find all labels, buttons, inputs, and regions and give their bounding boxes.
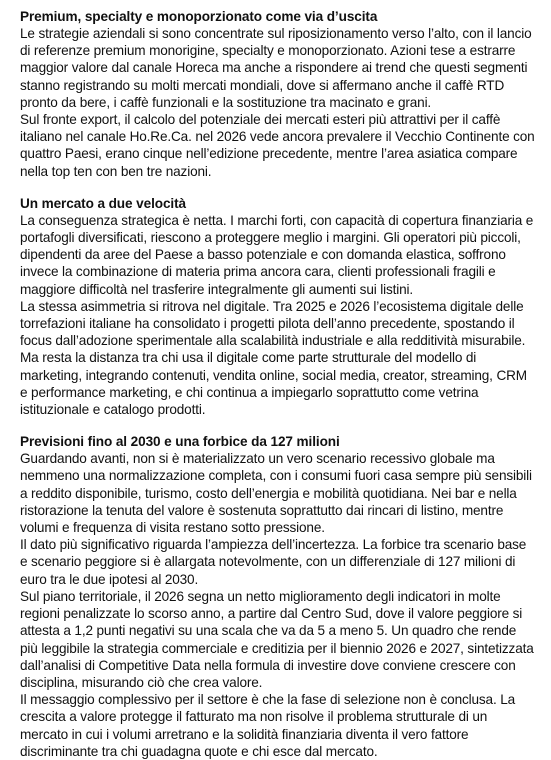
paragraph: La stessa asimmetria si ritrova nel digitale. Tra 2025 e 2026 l’ecosistema digitale delle torrefazioni italiane ha consolidato i progetti pilota dell’anno precedente, spostando il focus dall’adozione sperimentale alla scalabilità industriale e alla redditività misurabile. Ma resta la distanza tra chi usa il digitale come parte strutturale del modello di marketing, integrando contenuti, vendita online, social media, creator, streaming, CRM e performance marketing, e chi continua a impiegarlo soprattutto come vetrina istituzionale e catalogo prodotti. [20,298,527,418]
section-previsioni-2030 [20,433,537,760]
section-mercato-due-velocita [20,195,537,418]
paragraph: Le strategie aziendali si sono concentrate sul riposizionamento verso l’alto, con il lancio di referenze premium monorigine, specialty e monoporzionato. Azioni tese a estrarre maggior valore dal canale Horeca ma anche a rispondere ai trend che questi segmenti stanno registrando su molti mercati mondiali, dove si affermano anche il caffè RTD pronto da bere, i caffè funzionali e la sostituzione tra macinato e grani. [20,26,532,110]
paragraph: Sul piano territoriale, il 2026 segna un netto miglioramento degli indicatori in molte regioni penalizzate lo scorso anno, a partire dal Centro Sud, dove il valore peggiore si attesta a 1,2 punti negativi su una scala che va da 5 a meno 5. Un quadro che rende più leggibile la strategia commerciale e creditizia per il biennio 2026 e 2027, sintetizzata dall’analisi di Competitive Data nella formula di investire dove conviene crescere con disciplina, misurando ciò che crea valore. [20,588,534,690]
paragraph: Il dato più significativo riguarda l’ampiezza dell’incertezza. La forbice tra scenario base e scenario peggiore si è allargata notevolmente, con un differenziale di 127 milioni di euro tra le due ipotesi al 2030. [20,537,527,587]
paragraph: Il messaggio complessivo per il settore è che la fase di selezione non è conclusa. La crescita a valore protegge il fatturato ma non risolve il problema strutturale di un mercato in cui i volumi arretrano e la solidità finanziaria diventa il vero fattore discriminante tra chi guadagna quote e chi esce dal mercato. [20,692,516,759]
section-heading: Un mercato a due velocità [20,195,186,211]
paragraph: La conseguenza strategica è netta. I marchi forti, con capacità di copertura finanziaria e portafogli diversificati, riescono a proteggere meglio i margini. Gli operatori più piccoli, dipendenti da aree del Paese a basso potenziale e con domanda elastica, soffrono invece la combinazione di materia prima ancora cara, clienti professionali fragili e maggiore difficoltà nel trasferire integralmente gli aumenti sui listini. [20,212,534,297]
section-premium-specialty [20,8,537,180]
section-heading: Premium, specialty e monoporzionato come via d’uscita [20,9,378,24]
paragraph: Guardando avanti, non si è materializzato un vero scenario recessivo globale ma nemmeno una normalizzazione completa, con i consumi fuori casa sempre più sensibili a reddito disponibile, turismo, costo dell’energia e mobilità quotidiana. Nei bar e nella ristorazione la tenuta del valore è sostenuta soprattutto dai rincari di listino, mentre volumi e frequenza di visita restano sotto pressione. [20,451,532,536]
paragraph: Sul fronte export, il calcolo del potenziale dei mercati esteri più attrattivi per il caffè italiano nel canale Ho.Re.Ca. nel 2026 vede ancora prevalere il Vecchio Continente con quattro Paesi, erano cinque nell’edizione precedente, mentre l’area asiatica compare nella top ten con ben tre nazioni. [20,112,535,179]
section-heading: Previsioni fino al 2030 e una forbice da 127 milioni [20,434,340,450]
